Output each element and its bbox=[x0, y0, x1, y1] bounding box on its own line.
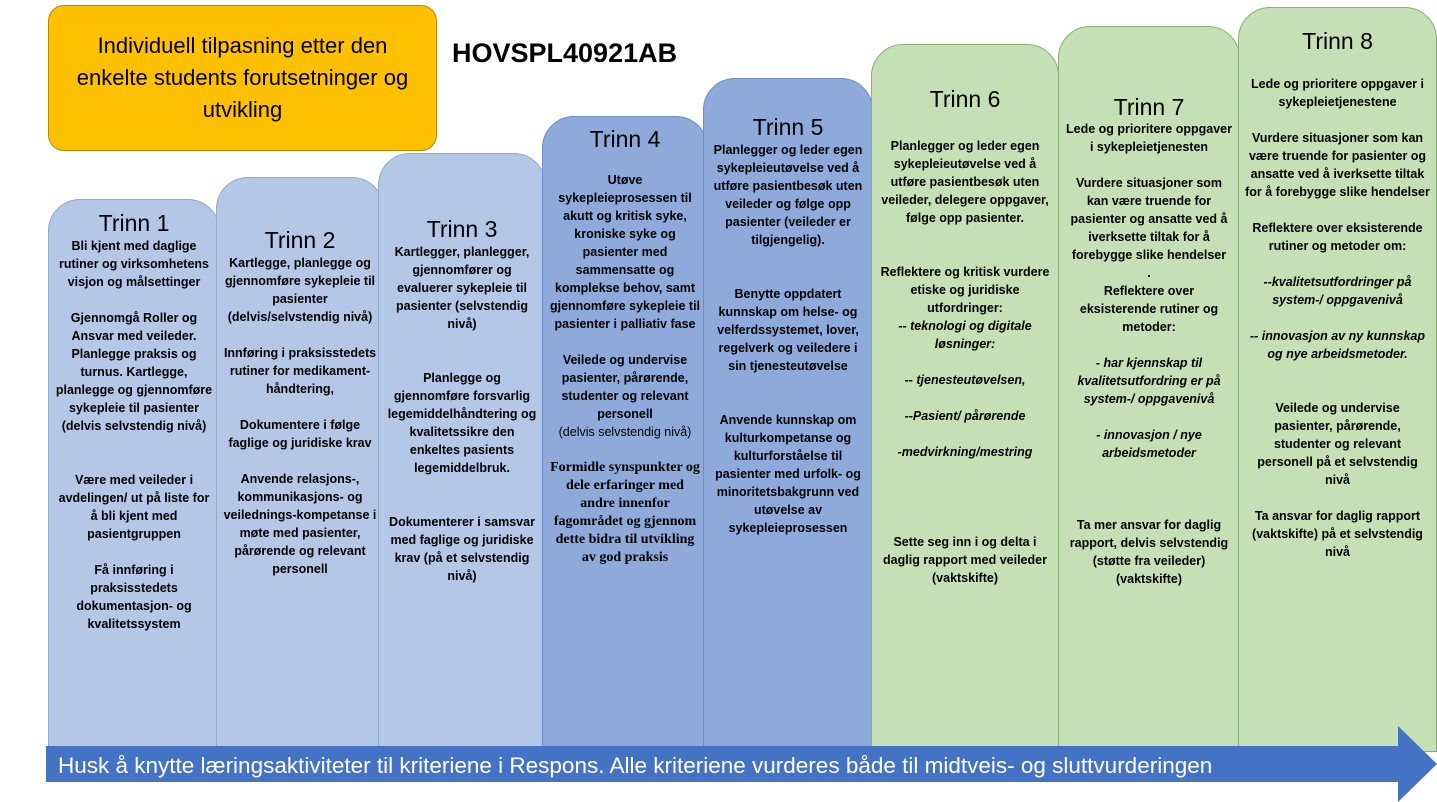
step-2-text-2: Innføring i praksisstedets rutiner for medikament-håndtering, bbox=[223, 346, 377, 396]
step-7-text-5: - har kjennskap til kvalitetsutfordring er på system-/ oppgavenivå bbox=[1077, 356, 1221, 406]
step-8-text-3: Reflektere over eksisterende rutiner og metoder om: bbox=[1252, 221, 1423, 253]
step-6-text-1: Planlegger og leder egen sykepleieutøvelse ved å utføre pasientbesøk uten veileder, delegere oppgaver, følge opp pasienter. bbox=[881, 139, 1049, 225]
step-7-text-7: Ta mer ansvar for daglig rapport, delvis selvstendig (støtte fra veileder) (vaktskifte) bbox=[1069, 518, 1229, 586]
step-8-text-2: Vurdere situasjoner som kan være truende for pasienter og ansatte ved å iverksette tiltak for å forebygge slike hendelser bbox=[1245, 131, 1430, 199]
step-8-text-5: -- innovasjon av ny kunnskap og nye arbeidsmetoder. bbox=[1249, 329, 1426, 361]
step-2-text-4: Anvende relasjons-, kommunikasjons- og veilednings-kompetanse i møte med pasienter, pårørende og relevant personell bbox=[223, 472, 377, 576]
step-1-text-2: Gjennomgå Roller og Ansvar med veileder. Planlegge praksis og turnus. Kartlegge, planlegge og gjennomføre sykepleie til pasienter (delvis selvstendig nivå) bbox=[55, 311, 213, 433]
step-4-text-1: Utøve sykepleieprosessen til akutt og kritisk syke, kroniske syke og pasienter med sammensatte og komplekse behov, samt gjennomføre sykepleie til pasienter i palliativ fase bbox=[549, 173, 701, 331]
step-title-7: Trinn 7 bbox=[1113, 94, 1185, 120]
step-6-text-5: --Pasient/ pårørende bbox=[904, 409, 1026, 423]
note-text: Individuell tilpasning etter den enkelte students forutsetninger og utvikling bbox=[76, 33, 409, 122]
step-5-text-1: Planlegger og leder egen sykepleieutøvelse ved å utføre pasientbesøk uten veileder og følge opp pasienter (veileder er tilgjengelig). bbox=[713, 143, 863, 247]
step-column-3 bbox=[378, 153, 546, 752]
footer-text: Husk å knytte læringsaktiviteter til kriteriene i Respons. Alle kriteriene vurderes både til midtveis- og sluttvurderingen bbox=[58, 753, 1213, 778]
step-column-8 bbox=[1238, 7, 1437, 752]
step-2-text-3: Dokumentere i følge faglige og juridiske krav bbox=[228, 418, 372, 450]
step-title-8: Trinn 8 bbox=[1302, 28, 1373, 54]
step-3-text-2: Planlegge og gjennomføre forsvarlig legemiddelhåndtering og kvalitetssikre den enkeltes pasients legemiddelbruk. bbox=[387, 371, 537, 475]
step-8-text-7: Ta ansvar for daglig rapport (vaktskifte) på et selvstendig nivå bbox=[1252, 509, 1423, 559]
step-3-text-3: Dokumenterer i samsvar med faglige og juridiske krav (på et selvstendig nivå) bbox=[389, 515, 535, 583]
step-8-text-4: --kvalitetsutfordringer på system-/ oppgavenivå bbox=[1263, 275, 1412, 307]
step-7-text-2: Vurdere situasjoner som kan være truende for pasienter og ansatte ved å iverksette tiltak for å forebygge slike hendelser bbox=[1070, 176, 1228, 262]
step-5-text-2: Benytte oppdatert kunnskap om helse- og velferdssystemet, lover, regelverk og veiledere i sin tjenesteutøvelse bbox=[717, 287, 859, 373]
step-2-text-1: Kartlegge, planlegge og gjennomføre sykepleie til pasienter (delvis/selvstendig nivå) bbox=[224, 256, 376, 324]
step-column-1 bbox=[48, 199, 220, 752]
step-column-2 bbox=[216, 177, 384, 752]
step-7-text-4: Reflektere over eksisterende rutiner og metoder: bbox=[1079, 284, 1219, 334]
step-6-text-4: -- tjenesteutøvelsen, bbox=[904, 373, 1026, 387]
step-5-text-3: Anvende kunnskap om kulturkompetanse og kulturforståelse til pasienter med urfolk- og minoritetsbakgrunn ved utøvelse av sykepleieprosessen bbox=[715, 413, 861, 535]
step-7-text-3: . bbox=[1147, 266, 1151, 280]
step-1-text-3: Være med veileder i avdelingen/ ut på liste for å bli kjent med pasientgruppen bbox=[58, 473, 210, 541]
step-6-text-6: -medvirkning/mestring bbox=[897, 445, 1033, 459]
step-7-text-6: - innovasjon / nye arbeidsmetoder bbox=[1096, 428, 1202, 460]
step-title-3: Trinn 3 bbox=[426, 216, 498, 242]
step-title-1: Trinn 1 bbox=[98, 210, 170, 236]
step-1-text-1: Bli kjent med daglige rutiner og virksomhetens visjon og målsettinger bbox=[58, 239, 210, 289]
step-title-6: Trinn 6 bbox=[929, 86, 1001, 112]
step-4-text-3: (delvis selvstendig nivå) bbox=[558, 425, 692, 439]
step-8-text-1: Lede og prioritere oppgaver i sykepleietjenestene bbox=[1251, 77, 1424, 109]
step-column-4 bbox=[542, 116, 708, 752]
individual-adaptation-note bbox=[48, 5, 437, 151]
step-3-text-1: Kartlegger, planlegger, gjennomfører og evaluerer sykepleie til pasienter (selvstendig nivå) bbox=[394, 245, 530, 331]
step-6-text-7: Sette seg inn i og delta i daglig rapport med veileder (vaktskifte) bbox=[883, 535, 1047, 585]
step-title-4: Trinn 4 bbox=[589, 126, 661, 152]
step-column-7 bbox=[1058, 26, 1240, 752]
step-column-5 bbox=[703, 78, 873, 752]
step-8-text-6: Veilede og undervise pasienter, pårørende, studenter og relevant personell på et selvstendig nivå bbox=[1257, 401, 1418, 487]
step-4-text-2: Veilede og undervise pasienter, pårørende, studenter og relevant personell bbox=[561, 353, 689, 421]
step-4-text-4: Formidle synspunkter og dele erfaringer med andre innenfor fagområdet og gjennom dette bidra til utvikling av god praksis bbox=[550, 460, 700, 565]
step-column-6 bbox=[871, 44, 1059, 752]
step-7-text-1: Lede og prioritere oppgaver i sykepleietjenesten bbox=[1065, 122, 1232, 154]
step-6-text-3: -- teknologi og digitale løsninger: bbox=[898, 319, 1032, 351]
course-code: HOVSPL40921AB bbox=[452, 38, 678, 68]
step-1-text-4: Få innføring i praksisstedets dokumentasjon- og kvalitetssystem bbox=[76, 563, 192, 631]
step-6-text-2: Reflektere og kritisk vurdere etiske og juridiske utfordringer: bbox=[880, 265, 1050, 315]
step-title-2: Trinn 2 bbox=[264, 227, 336, 253]
step-title-5: Trinn 5 bbox=[752, 114, 824, 140]
